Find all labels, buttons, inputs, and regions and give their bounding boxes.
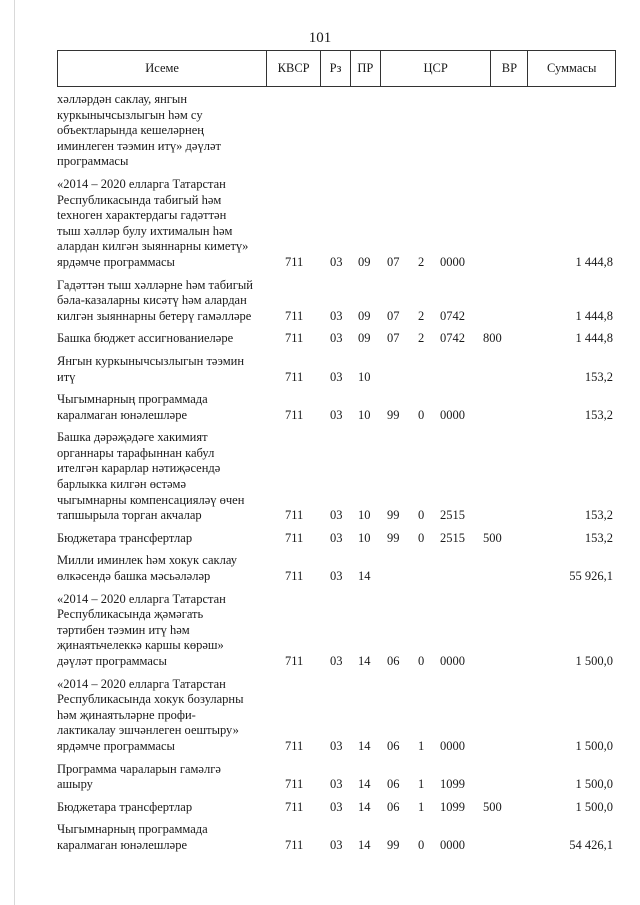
cell-rz: 03 bbox=[330, 530, 343, 545]
table-row bbox=[57, 822, 616, 853]
cell-sum: 1 500,0 bbox=[575, 777, 613, 792]
cell-sum: 1 500,0 bbox=[575, 738, 613, 753]
cell-csr-program: 99 bbox=[387, 837, 400, 852]
cell-csr-subprogram: 2 bbox=[418, 254, 425, 269]
scan-edge-line bbox=[14, 0, 15, 905]
cell-csr-code: 2515 bbox=[440, 508, 465, 523]
row-name: Программа чараларын гамәлгә ашыру bbox=[57, 761, 221, 792]
table-row bbox=[57, 592, 616, 670]
table-row bbox=[57, 177, 616, 271]
row-name: «2014 – 2020 елларга Татарстан Республикасында табигый һәм texноген характердагы гадәттән тыш хәлләр булу ихтималын һәм алардан килгән зыяннарны киметү» ярдәмче программасы bbox=[57, 176, 249, 269]
cell-csr-code: 0000 bbox=[440, 407, 465, 422]
cell-kvsr: 711 bbox=[285, 407, 304, 422]
cell-csr-subprogram: 0 bbox=[418, 508, 425, 523]
cell-kvsr: 711 bbox=[285, 654, 304, 668]
header-name: Исеме bbox=[58, 51, 267, 86]
page-number: 101 bbox=[308, 30, 332, 46]
cell-csr-program: 06 bbox=[387, 799, 400, 814]
header-csr: ЦСР bbox=[381, 51, 492, 86]
table-row bbox=[57, 278, 616, 325]
cell-csr-subprogram: 0 bbox=[418, 654, 425, 668]
table-row bbox=[57, 392, 616, 423]
cell-pr: 10 bbox=[358, 369, 371, 384]
cell-rz: 03 bbox=[330, 777, 343, 792]
cell-rz: 03 bbox=[330, 407, 343, 422]
cell-csr-subprogram: 1 bbox=[418, 777, 425, 792]
cell-rz: 03 bbox=[330, 331, 343, 346]
header-sum: Суммасы bbox=[547, 61, 597, 75]
cell-kvsr: 711 bbox=[285, 569, 304, 584]
cell-kvsr: 711 bbox=[285, 308, 304, 323]
cell-sum: 54 426,1 bbox=[569, 837, 613, 852]
cell-csr-program: 99 bbox=[387, 530, 400, 545]
row-name: Чыгымнарның программада каралмаган юнәлешләре bbox=[57, 392, 208, 422]
cell-csr-program: 07 bbox=[387, 331, 400, 346]
cell-sum: 153,2 bbox=[584, 530, 613, 545]
cell-csr-code: 1099 bbox=[440, 777, 465, 792]
cell-pr: 09 bbox=[358, 308, 371, 323]
cell-sum: 1 444,8 bbox=[575, 308, 613, 323]
cell-vr: 500 bbox=[483, 530, 502, 545]
cell-pr: 10 bbox=[358, 508, 371, 523]
cell-rz: 03 bbox=[330, 508, 343, 523]
cell-rz: 03 bbox=[330, 738, 343, 753]
cell-csr-code: 0000 bbox=[440, 738, 465, 753]
cell-pr: 14 bbox=[358, 654, 371, 668]
cell-csr-subprogram: 0 bbox=[418, 407, 425, 422]
cell-csr-program: 06 bbox=[387, 738, 400, 753]
cell-csr-subprogram: 2 bbox=[418, 331, 425, 346]
cell-csr-code: 0742 bbox=[440, 331, 465, 346]
cell-kvsr: 711 bbox=[285, 254, 304, 269]
cell-kvsr: 711 bbox=[285, 369, 304, 384]
cell-csr-code: 1099 bbox=[440, 799, 465, 814]
cell-pr: 14 bbox=[358, 738, 371, 753]
table-row bbox=[57, 800, 616, 816]
table-row bbox=[57, 354, 616, 385]
row-name: Бюджетара трансфертлар bbox=[57, 799, 193, 814]
row-name: «2014 – 2020 елларга Татарстан Республикасында җәмәгать тәртибен тәэмин итү һәм җинаятьчелеккә каршы көрәш» дәүләт программасы bbox=[57, 591, 226, 668]
cell-sum: 153,2 bbox=[584, 369, 613, 384]
cell-rz: 03 bbox=[330, 369, 343, 384]
header-vr: ВР bbox=[491, 51, 528, 86]
row-name: «2014 – 2020 елларга Татарстан Республикасында хокук бозуларны һәм җинаятьләрне профи- лактикалау эшчәнлеген оештыру» ярдәмче программасы bbox=[57, 676, 244, 753]
header-rz: Рз bbox=[321, 51, 351, 86]
cell-vr: 800 bbox=[483, 331, 502, 346]
cell-rz: 03 bbox=[330, 799, 343, 814]
cell-sum: 153,2 bbox=[584, 508, 613, 523]
row-name: Янгын куркынычсызлыгын тәэмин итү bbox=[57, 353, 245, 384]
row-name: Бюджетара трансфертлар bbox=[57, 530, 193, 545]
cell-kvsr: 711 bbox=[285, 777, 304, 792]
cell-sum: 153,2 bbox=[584, 407, 613, 422]
cell-csr-program: 07 bbox=[387, 254, 400, 269]
cell-csr-program: 06 bbox=[387, 654, 400, 668]
cell-pr: 10 bbox=[358, 407, 371, 422]
cell-csr-subprogram: 0 bbox=[418, 837, 425, 852]
cell-vr: 500 bbox=[483, 799, 502, 814]
cell-sum: 1 500,0 bbox=[575, 799, 613, 814]
table-body bbox=[57, 92, 616, 861]
cell-pr: 10 bbox=[358, 530, 371, 545]
row-name: Милли иминлек һәм хокук саклау өлкәсендә башка мәсьәләләр bbox=[57, 553, 237, 584]
row-name: Башка бюджет ассигнованиеләре bbox=[57, 331, 234, 346]
cell-kvsr: 711 bbox=[285, 738, 304, 753]
cell-sum: 55 926,1 bbox=[569, 569, 613, 584]
cell-csr-subprogram: 1 bbox=[418, 738, 425, 753]
cell-rz: 03 bbox=[330, 254, 343, 269]
cell-csr-code: 0742 bbox=[440, 308, 465, 323]
table-row bbox=[57, 677, 616, 755]
table-row bbox=[57, 531, 616, 547]
row-name: Башка дәрәҗәдәге хакимият органнары тарафыннан кабул ителгән карарлар нәтиҗәсендә барлыкка килгән өстәмә чыгымнарны компенсацияләү өчен тапшырыла торган акчалар bbox=[57, 430, 245, 523]
cell-kvsr: 711 bbox=[285, 331, 304, 346]
cell-csr-subprogram: 2 bbox=[418, 308, 425, 323]
table-row bbox=[57, 331, 616, 347]
cell-csr-subprogram: 1 bbox=[418, 799, 425, 814]
row-name: хәлләрдән саклау, янгын куркынычсызлыгын һәм су объектларында кешеләрнең иминлеген тәэмин итү» дәүләт программасы bbox=[57, 92, 221, 169]
cell-csr-code: 0000 bbox=[440, 837, 465, 852]
cell-sum: 1 500,0 bbox=[575, 654, 613, 668]
cell-pr: 14 bbox=[358, 569, 371, 584]
cell-csr-code: 0000 bbox=[440, 254, 465, 269]
cell-csr-code: 2515 bbox=[440, 530, 465, 545]
table-row bbox=[57, 430, 616, 524]
cell-kvsr: 711 bbox=[285, 508, 304, 523]
cell-sum: 1 444,8 bbox=[575, 254, 613, 269]
header-pr: ПР bbox=[351, 51, 381, 86]
cell-pr: 14 bbox=[358, 837, 371, 852]
cell-rz: 03 bbox=[330, 654, 343, 668]
cell-kvsr: 711 bbox=[285, 799, 304, 814]
cell-pr: 14 bbox=[358, 799, 371, 814]
header-kvsr: КВСР bbox=[267, 51, 321, 86]
row-name: Чыгымнарның программада каралмаган юнәлешләре bbox=[57, 822, 208, 852]
cell-csr-program: 06 bbox=[387, 777, 400, 792]
cell-pr: 14 bbox=[358, 777, 371, 792]
table-row bbox=[57, 553, 616, 584]
cell-kvsr: 711 bbox=[285, 530, 304, 545]
cell-csr-subprogram: 0 bbox=[418, 530, 425, 545]
cell-rz: 03 bbox=[330, 308, 343, 323]
cell-csr-program: 99 bbox=[387, 508, 400, 523]
row-name: Гадәттән тыш хәлләрне һәм табигый бәла-казаларны кисәтү һәм алардан килгән зыяннарны бетерү гамәлләре bbox=[57, 277, 253, 323]
table-header bbox=[57, 50, 616, 87]
cell-csr-program: 99 bbox=[387, 407, 400, 422]
cell-pr: 09 bbox=[358, 254, 371, 269]
cell-kvsr: 711 bbox=[285, 837, 304, 852]
table-row bbox=[57, 92, 616, 170]
cell-rz: 03 bbox=[330, 569, 343, 584]
cell-sum: 1 444,8 bbox=[575, 331, 613, 346]
cell-rz: 03 bbox=[330, 837, 343, 852]
cell-csr-code: 0000 bbox=[440, 654, 465, 668]
cell-pr: 09 bbox=[358, 331, 371, 346]
cell-csr-program: 07 bbox=[387, 308, 400, 323]
table-row bbox=[57, 762, 616, 793]
